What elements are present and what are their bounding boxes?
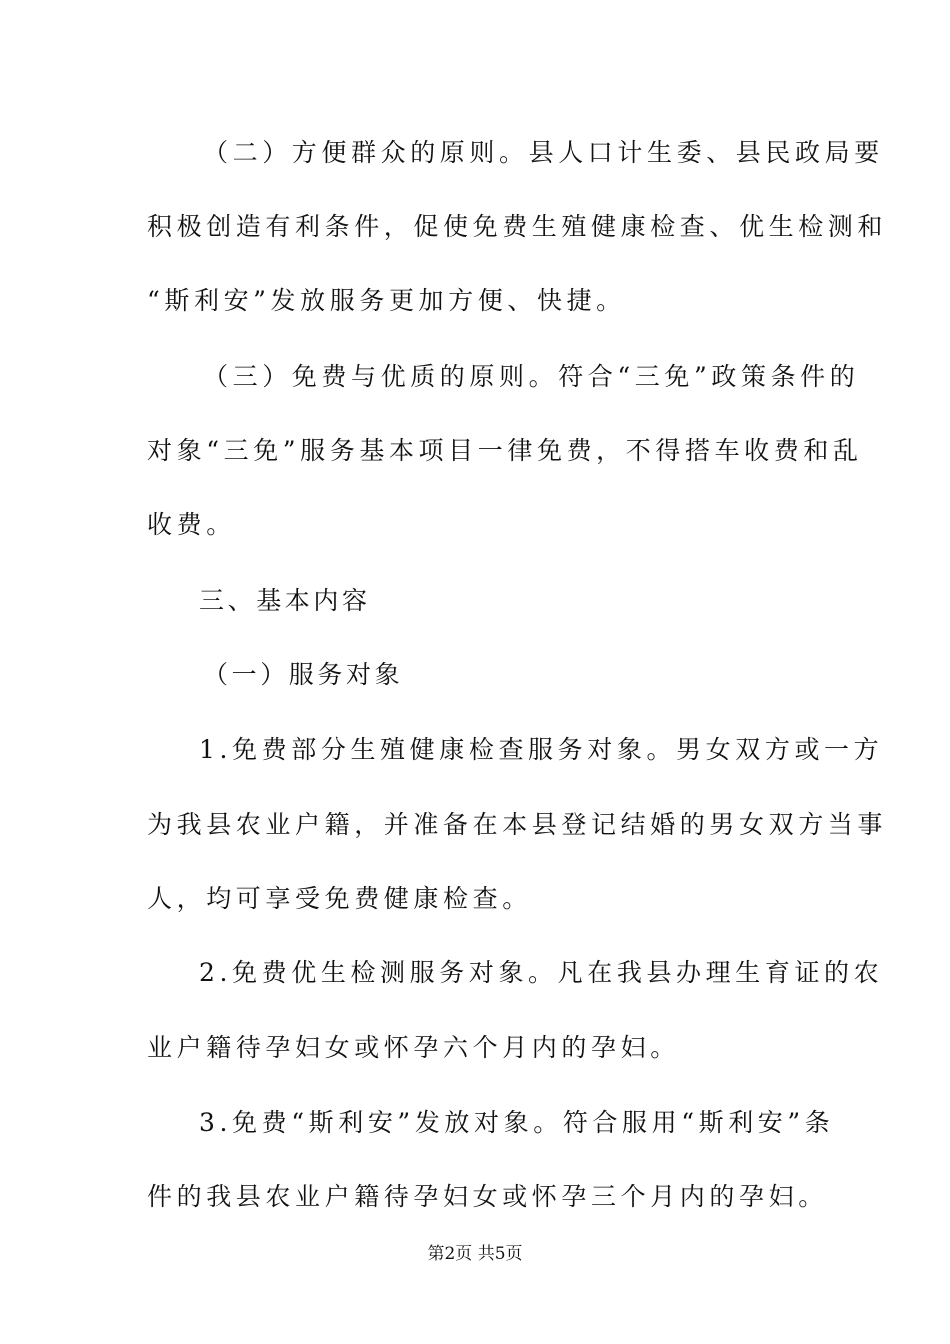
- paragraph-line: 积极创造有利条件，促使免费生殖健康检查、优生检测和: [147, 212, 888, 241]
- paragraph-line: 1.免费部分生殖健康检查服务对象。男女双方或一方: [199, 735, 884, 764]
- paragraph-line: 业户籍待孕妇女或怀孕六个月内的孕妇。: [147, 1033, 680, 1062]
- paragraph-line: “斯利安”发放服务更加方便、快捷。: [147, 286, 626, 315]
- page-number-footer: 第2页 共5页: [427, 1244, 523, 1264]
- subsection-heading: （一）服务对象: [203, 660, 404, 689]
- paragraph-line: （二）方便群众的原则。县人口计生委、县民政局要: [203, 138, 884, 167]
- paragraph-line: 2.免费优生检测服务对象。凡在我县办理生育证的农: [199, 958, 884, 987]
- paragraph-line: 收费。: [147, 510, 236, 539]
- paragraph-line: 为我县农业户籍，并准备在本县登记结婚的男女双方当事: [147, 810, 888, 839]
- paragraph-line: 对象“三免”服务基本项目一律免费，不得搭车收费和乱: [147, 436, 863, 465]
- paragraph-line: （三）免费与优质的原则。符合“三免”政策条件的: [203, 362, 860, 391]
- paragraph-line: 人，均可享受免费健康检查。: [147, 884, 532, 913]
- paragraph-line: 件的我县农业户籍待孕妇女或怀孕三个月内的孕妇。: [147, 1182, 828, 1211]
- paragraph-line: 3.免费“斯利安”发放对象。符合服用“斯利安”条: [199, 1108, 835, 1137]
- section-heading: 三、基本内容: [199, 586, 371, 615]
